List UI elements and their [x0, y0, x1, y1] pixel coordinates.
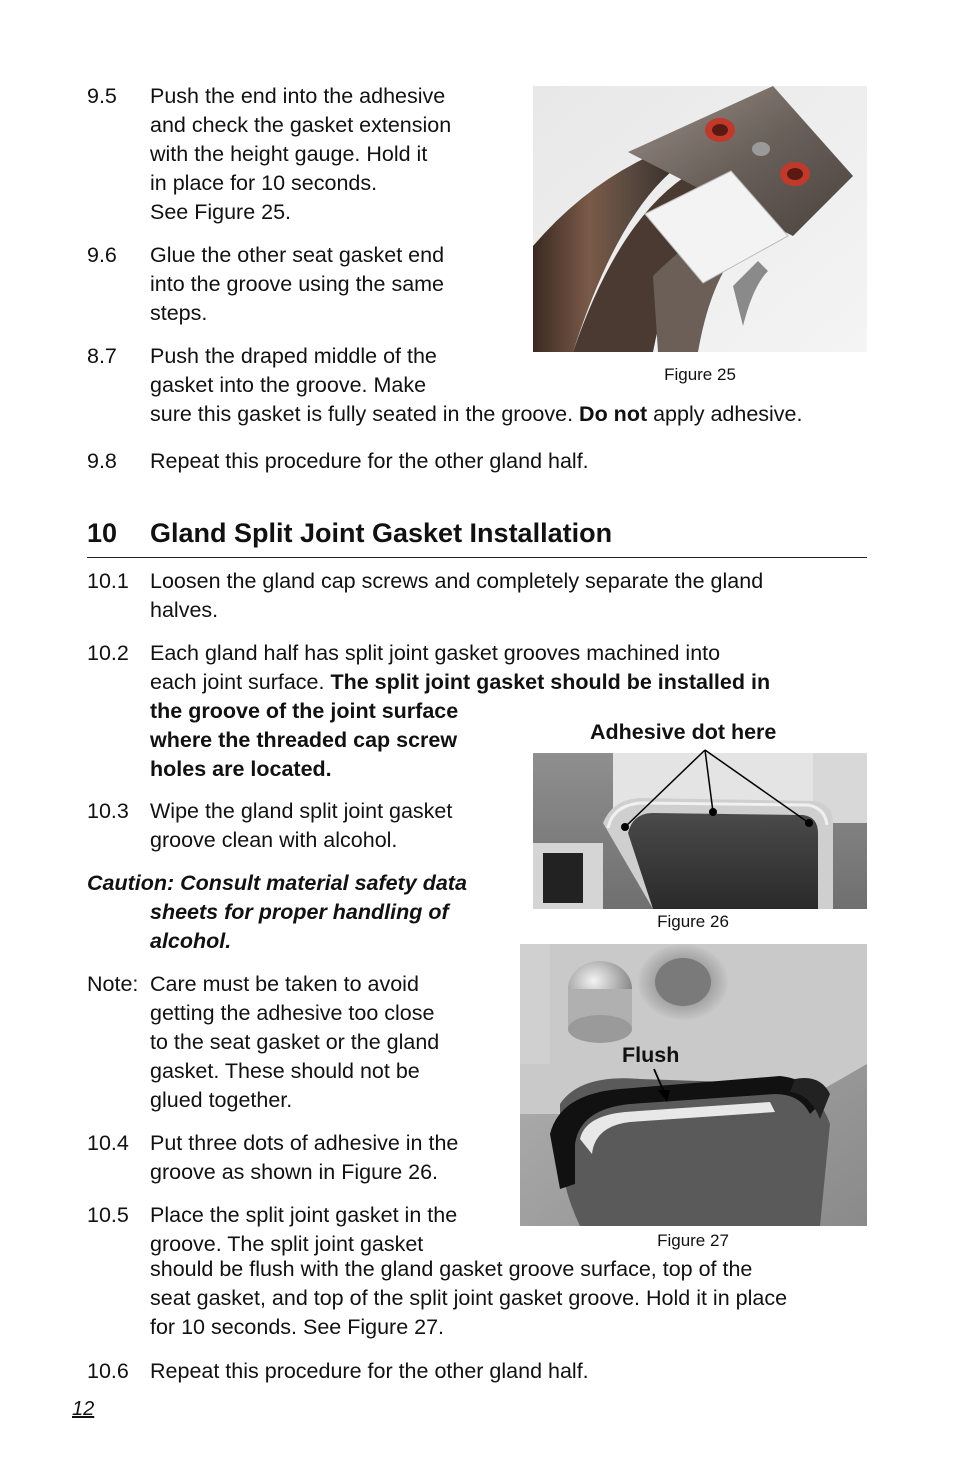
step-line: Each gland half has split joint gasket grooves machined into — [150, 641, 721, 665]
step-line-continued: sure this gasket is fully seated in the groove. Do not apply adhesive. — [150, 402, 803, 426]
step-line: groove. The split joint gasket — [150, 1232, 424, 1256]
step-9-8 — [87, 447, 867, 476]
caution-note — [87, 869, 527, 956]
step-line: in place for 10 seconds. — [150, 171, 378, 195]
caution-line: Caution: Consult material safety data — [87, 871, 467, 895]
step-line-continued: should be flush with the gland gasket groove surface, top of the — [150, 1257, 753, 1281]
step-10-4 — [87, 1129, 507, 1187]
step-number: 10.2 — [87, 641, 129, 665]
note-line: getting the adhesive too close — [150, 1001, 435, 1025]
figure-27-callout: Flush — [622, 1043, 680, 1067]
step-line: steps. — [150, 301, 208, 325]
step-line: each joint surface. The split joint gasket should be installed in — [150, 670, 771, 694]
step-line: Put three dots of adhesive in the — [150, 1131, 459, 1155]
step-line-continued: for 10 seconds. See Figure 27. — [150, 1315, 445, 1339]
step-line: Push the draped middle of the — [150, 344, 437, 368]
step-line: groove clean with alcohol. — [150, 828, 398, 852]
caution-line: sheets for proper handling of — [150, 900, 449, 924]
step-line: Repeat this procedure for the other gland half. — [150, 449, 589, 473]
note-line: gasket. These should not be — [150, 1059, 420, 1083]
emphasis: The split joint gasket should be installed in — [330, 670, 771, 694]
step-line: Repeat this procedure for the other gland half. — [150, 1359, 589, 1383]
step-number: 10.6 — [87, 1359, 129, 1383]
figure-26-caption: Figure 26 — [657, 912, 729, 931]
step-line-bold: the groove of the joint surface — [150, 699, 459, 723]
step-number: 10.3 — [87, 799, 129, 823]
step-line: Glue the other seat gasket end — [150, 243, 445, 267]
step-line: Push the end into the adhesive — [150, 84, 446, 108]
figure-25-photo — [533, 86, 867, 352]
page-number: 12 — [72, 1398, 95, 1420]
step-10-6 — [87, 1357, 867, 1386]
step-line: with the height gauge. Hold it — [150, 142, 428, 166]
step-line: gasket into the groove. Make — [150, 373, 427, 397]
step-line-continued: seat gasket, and top of the split joint gasket groove. Hold it in place — [150, 1286, 788, 1310]
section-number: 10 — [87, 518, 118, 548]
section-divider — [87, 557, 867, 558]
note-line: glued together. — [150, 1088, 293, 1112]
step-number: 9.8 — [87, 449, 117, 473]
step-line: groove as shown in Figure 26. — [150, 1160, 439, 1184]
step-line: and check the gasket extension — [150, 113, 452, 137]
note-label: Note: — [87, 972, 139, 996]
step-9-6 — [87, 241, 507, 328]
step-line: Place the split joint gasket in the — [150, 1203, 458, 1227]
step-8-7 — [87, 342, 887, 429]
step-number: 9.6 — [87, 243, 117, 267]
figure-26-callout: Adhesive dot here — [590, 720, 777, 744]
step-line: Loosen the gland cap screws and completely separate the gland — [150, 569, 764, 593]
note-line: to the seat gasket or the gland — [150, 1030, 440, 1054]
step-line: See Figure 25. — [150, 200, 292, 224]
step-line: halves. — [150, 598, 219, 622]
step-number: 10.4 — [87, 1131, 129, 1155]
note-line: Care must be taken to avoid — [150, 972, 419, 996]
step-line: into the groove using the same — [150, 272, 445, 296]
step-number: 8.7 — [87, 344, 117, 368]
step-number: 10.1 — [87, 569, 129, 593]
step-line-bold: holes are located. — [150, 757, 332, 781]
step-10-3 — [87, 797, 517, 855]
emphasis: Do not — [579, 402, 648, 426]
figure-27-caption: Figure 27 — [657, 1231, 729, 1250]
figure-26-leader-lines — [533, 745, 867, 835]
figure-25-caption: Figure 25 — [664, 365, 736, 384]
step-number: 10.5 — [87, 1203, 129, 1227]
step-line-bold: where the threaded cap screw — [150, 728, 458, 752]
figure-27-arrow — [640, 1066, 680, 1106]
step-10-1 — [87, 567, 867, 625]
step-9-5 — [87, 82, 507, 227]
step-number: 9.5 — [87, 84, 117, 108]
figure-27-photo — [520, 944, 867, 1226]
section-title: Gland Split Joint Gasket Installation — [150, 518, 613, 548]
note — [87, 970, 507, 1115]
caution-line: alcohol. — [150, 929, 232, 953]
step-line: Wipe the gland split joint gasket — [150, 799, 453, 823]
